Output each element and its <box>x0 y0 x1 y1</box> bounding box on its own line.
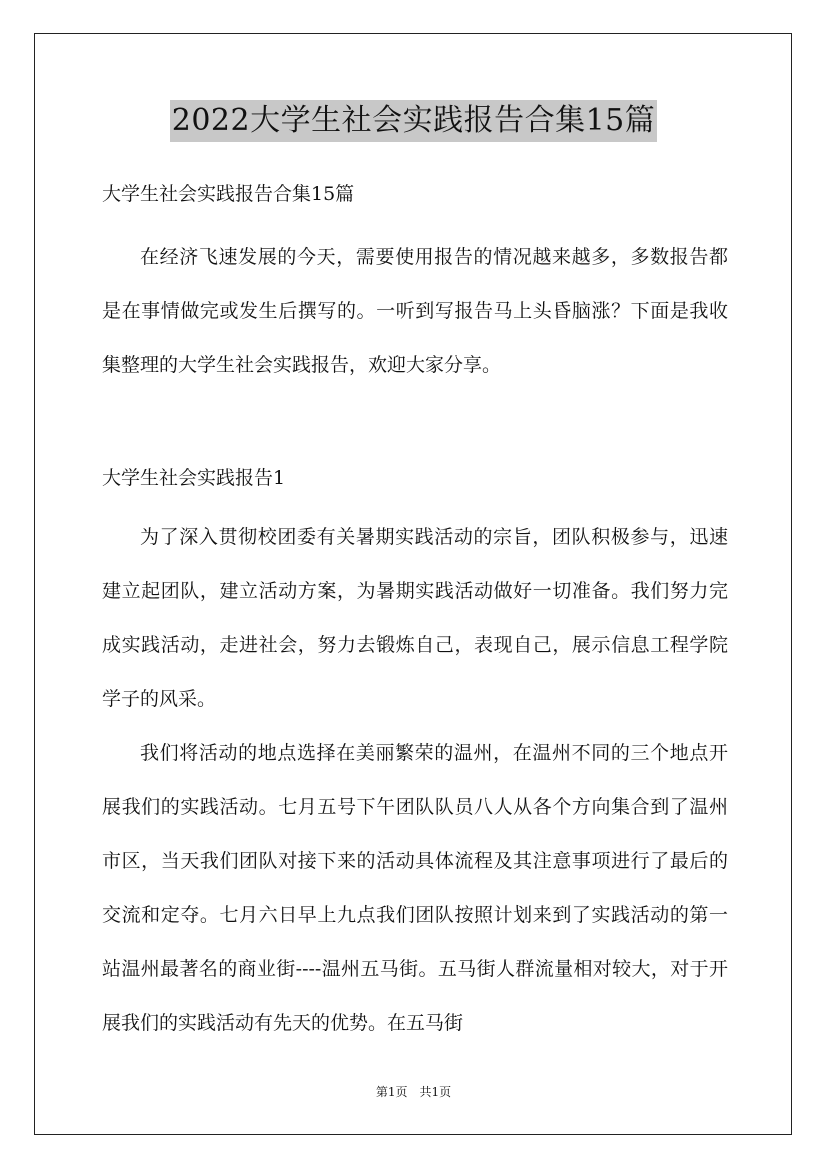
page-footer: 第1页 共1页 <box>375 1085 452 1099</box>
document-title: 2022大学生社会实践报告合集15篇 <box>170 100 658 142</box>
intro-paragraph: 在经济飞速发展的今天，需要使用报告的情况越来越多，多数报告都是在事情做完或发生后撰写的。一听到写报告马上头昏脑涨？下面是我收集整理的大学生社会实践报告，欢迎大家分享。 <box>102 246 728 376</box>
body-paragraph: 为了深入贯彻校团委有关暑期实践活动的宗旨，团队积极参与，迅速建立起团队，建立活动方案，为暑期实践活动做好一切准备。我们努力完成实践活动，走进社会，努力去锻炼自己，表现自己，展示信息工程学院学子的风采。 <box>102 526 728 710</box>
document-body <box>102 176 728 1050</box>
document-subtitle: 大学生社会实践报告合集15篇 <box>102 183 355 205</box>
title-container <box>0 100 827 142</box>
body-paragraph: 我们将活动的地点选择在美丽繁荣的温州，在温州不同的三个地点开展我们的实践活动。七月五号下午团队队员八人从各个方向集合到了温州市区，当天我们团队对接下来的活动具体流程及其注意事项进行了最后的交流和定夺。七月六日早上九点我们团队按照计划来到了实践活动的第一站温州最著名的商业街----温州五马街。五马街人群流量相对较大，对于开展我们的实践活动有先天的优势。在五马街 <box>102 742 728 1034</box>
section-heading: 大学生社会实践报告1 <box>102 467 286 489</box>
